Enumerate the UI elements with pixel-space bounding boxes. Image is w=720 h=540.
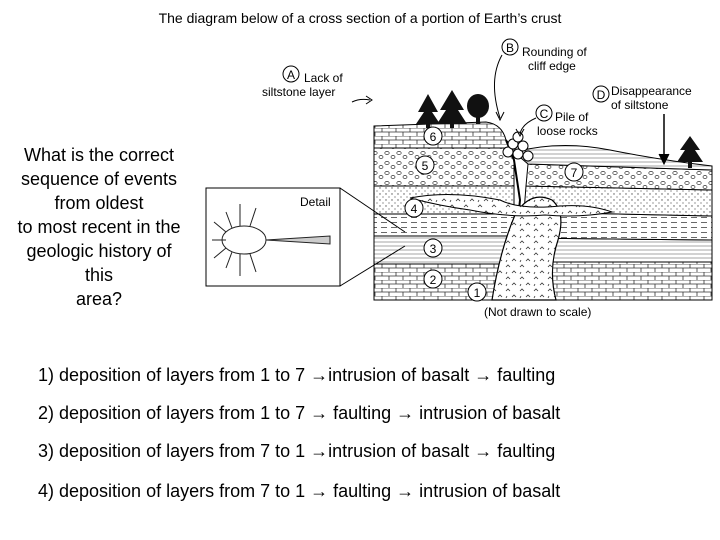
layer-label-3: 3 (429, 242, 437, 256)
layer-label-1: 1 (473, 286, 481, 300)
layer-2 (374, 236, 514, 264)
answer-option-3[interactable]: 3) deposition of layers from 7 to 1 →intrusion of basalt → faulting (38, 441, 556, 461)
scale-note: (Not drawn to scale) (484, 305, 592, 319)
callout-d-text-2: of siltstone (611, 98, 669, 112)
layer-5 (374, 148, 514, 186)
answer-option-1[interactable]: 1) deposition of layers from 1 to 7 →intrusion of basalt → faulting (38, 365, 556, 385)
callout-a-text-2: siltstone layer (262, 85, 336, 99)
answer-option-2[interactable]: 2) deposition of layers from 1 to 7 → faulting → intrusion of basalt (38, 403, 561, 423)
callout-b-text-1: Rounding of (522, 45, 587, 59)
layer-label-7: 7 (570, 166, 578, 180)
callout-d-letter: D (596, 88, 606, 102)
answer-option-4[interactable]: 4) deposition of layers from 7 to 1 → faulting → intrusion of basalt (38, 481, 561, 501)
callout-b-letter: B (505, 41, 515, 55)
callout-a (262, 66, 372, 104)
layer-6 (374, 122, 514, 148)
layer-label-4: 4 (410, 202, 418, 216)
layer-label-6: 6 (429, 130, 437, 144)
answer-options (38, 362, 560, 516)
callout-a-text-1: Lack of (304, 71, 343, 85)
layer-label-5: 5 (421, 159, 429, 173)
callout-c-text-1: Pile of (555, 110, 589, 124)
callout-c-text-2: loose rocks (537, 124, 598, 138)
callout-c-letter: C (539, 107, 549, 121)
question-text: What is the correct sequence of events from oldest to most recent in the geologic history of this area? (17, 145, 181, 309)
callout-d-text-1: Disappearance (611, 84, 692, 98)
slide-title: The diagram below of a cross section of a portion of Earth’s crust (158, 10, 562, 26)
detail-label: Detail (300, 195, 331, 209)
callout-b-text-2: cliff edge (528, 59, 576, 73)
callout-c (516, 105, 598, 138)
callout-a-letter: A (286, 68, 296, 82)
layer-label-2: 2 (429, 273, 437, 287)
